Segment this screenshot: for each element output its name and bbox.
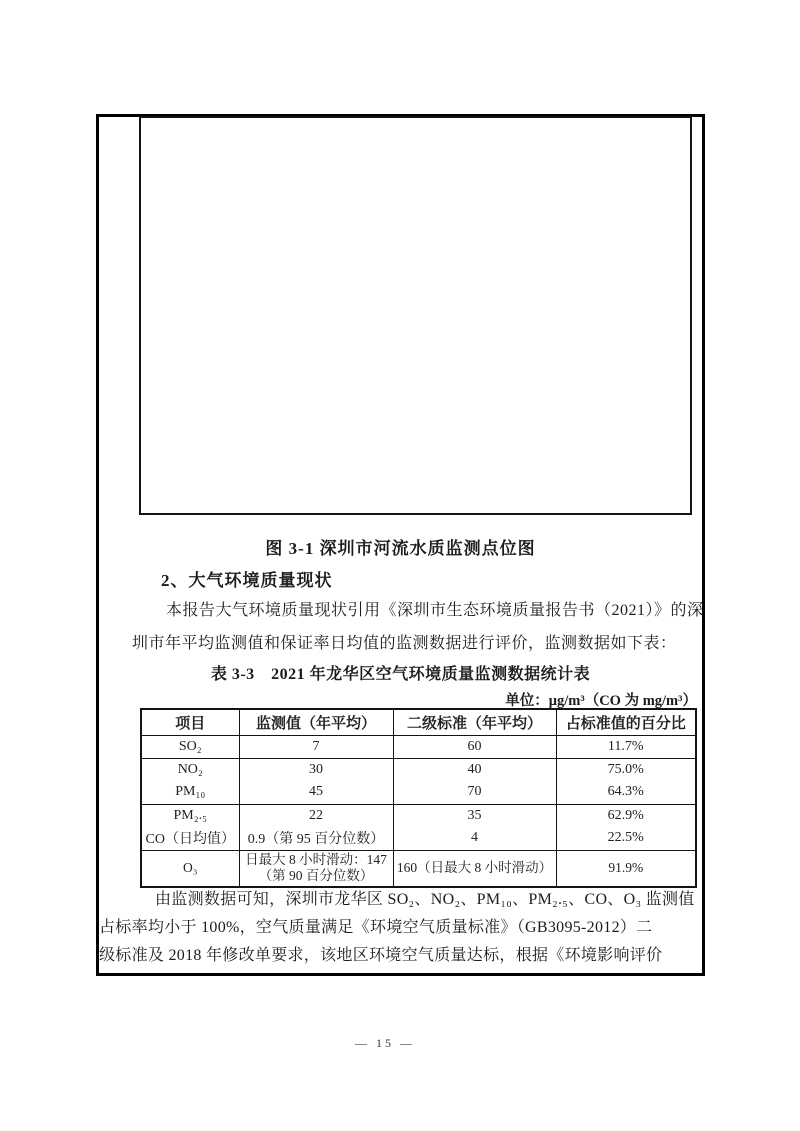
- intro-paragraph-line-1: 本报告大气环境质量现状引用《深圳市生态环境质量报告书（2021）》的深: [166, 602, 704, 619]
- table-row-pm25: [141, 804, 696, 827]
- cell-item: O₃: [183, 860, 198, 876]
- col-header-standard: 二级标准（年平均）: [393, 709, 556, 735]
- col-header-item: 项目: [175, 715, 206, 732]
- cell-standard: 40: [393, 758, 556, 781]
- cell-standard: 60: [393, 735, 556, 758]
- table-row-so2: [141, 735, 696, 758]
- table-caption: 表 3-3 2021 年龙华区空气环境质量监测数据统计表: [210, 666, 591, 683]
- cell-standard: 35: [393, 804, 556, 827]
- analysis-paragraph-line-3: 级标准及 2018 年修改单要求，该地区环境空气质量达标，根据《环境影响评价: [99, 947, 663, 964]
- cell-measured: 45: [239, 781, 393, 804]
- cell-percent: 64.3%: [556, 781, 696, 804]
- figure-caption: 图 3-1 深圳市河流水质监测点位图: [265, 539, 536, 558]
- cell-measured: 7: [239, 735, 393, 758]
- col-header-percent: 占标准值的百分比: [556, 709, 696, 735]
- cell-measured: 日最大 8 小时滑动：147（第 90 百分位数）: [239, 850, 393, 887]
- air-quality-table: [140, 708, 697, 888]
- table-header-row: [141, 709, 696, 735]
- cell-percent: 75.0%: [556, 758, 696, 781]
- cell-percent: 22.5%: [556, 827, 696, 850]
- cell-measured: 22: [239, 804, 393, 827]
- table-row-o3: [141, 850, 696, 887]
- map-figure-placeholder: [139, 116, 692, 515]
- cell-item: NO₂: [177, 761, 203, 777]
- cell-measured: 0.9（第 95 百分位数）: [239, 827, 393, 850]
- cell-item: SO₂: [178, 738, 202, 754]
- cell-percent: 11.7%: [556, 735, 696, 758]
- intro-paragraph-line-2: 圳市年平均监测值和保证率日均值的监测数据进行评价，监测数据如下表：: [132, 635, 677, 652]
- cell-standard: 70: [393, 781, 556, 804]
- table-row-no2: [141, 758, 696, 781]
- page-number: — 15 —: [355, 1036, 415, 1050]
- cell-standard: 160（日最大 8 小时滑动）: [393, 850, 556, 887]
- table-row-co: [141, 827, 696, 850]
- intro-paragraph: [132, 594, 705, 660]
- table-unit-note: 单位：μg/m³（CO 为 mg/m³）: [505, 693, 697, 709]
- cell-item: PM₁₀: [175, 784, 206, 800]
- analysis-paragraph-line-2: 占标率均小于 100%，空气质量满足《环境空气质量标准》（GB3095-2012）二: [99, 919, 653, 936]
- table-row-pm10: [141, 781, 696, 804]
- cell-item: CO（日均值）: [145, 832, 235, 848]
- cell-measured: 30: [239, 758, 393, 781]
- cell-percent: 91.9%: [556, 850, 696, 887]
- cell-item: PM₂.₅: [173, 807, 207, 823]
- cell-standard: 4: [393, 827, 556, 850]
- section-heading: 2、大气环境质量现状: [161, 571, 333, 590]
- col-header-measured: 监测值（年平均）: [239, 709, 393, 735]
- cell-percent: 62.9%: [556, 804, 696, 827]
- analysis-paragraph: [99, 886, 711, 970]
- analysis-paragraph-line-1: 由监测数据可知，深圳市龙华区 SO₂、NO₂、PM₁₀、PM₂.₅、CO、O₃ 监测值: [155, 891, 695, 908]
